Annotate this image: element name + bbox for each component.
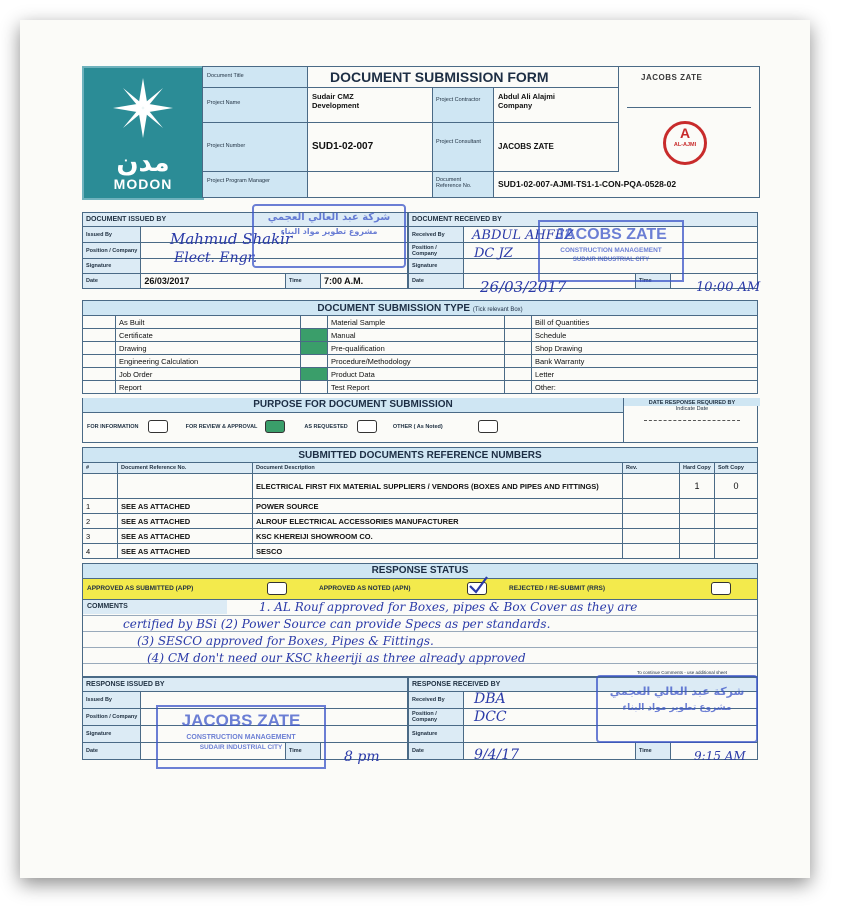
continue-note: To continue Comments - use additional sheet bbox=[636, 670, 727, 675]
issued-time-label: Time bbox=[286, 274, 321, 289]
type-option: Procedure/Methodology bbox=[328, 355, 505, 368]
received-hand-date: 26/03/2017 bbox=[480, 278, 567, 296]
references-header-cell: # bbox=[83, 463, 118, 474]
project-contractor: Abdul Ali Alajmi Company bbox=[498, 92, 555, 110]
apn-label: APPROVED AS NOTED (APN) bbox=[319, 585, 411, 592]
submission-type-row bbox=[83, 316, 758, 329]
response-title: RESPONSE STATUS bbox=[83, 564, 757, 579]
type-option: Letter bbox=[532, 368, 758, 381]
document-sheet bbox=[20, 20, 810, 878]
resp-received-time-label: Time bbox=[636, 743, 671, 760]
issued-time: 7:00 A.M. bbox=[321, 274, 408, 289]
resp-received-position-label: Position / Company bbox=[409, 709, 464, 726]
reference-num: 4 bbox=[83, 544, 118, 559]
issued-signature-label: Signature bbox=[83, 259, 141, 274]
jacobs-stamp-top-line2: CONSTRUCTION MANAGEMENT bbox=[560, 247, 662, 254]
indicate-date-label: Indicate Date bbox=[675, 406, 709, 412]
doc-title: DOCUMENT SUBMISSION FORM bbox=[330, 69, 549, 85]
doc-ref-label: Document Reference No. bbox=[436, 177, 472, 190]
references-table bbox=[82, 447, 758, 559]
reference-empty-cell bbox=[715, 499, 758, 514]
type-checkbox[interactable] bbox=[301, 316, 328, 329]
comment-line-4: (4) CM don't need our KSC kheeriji as three already approved bbox=[147, 651, 526, 665]
reference-ref: SEE AS ATTACHED bbox=[118, 544, 253, 559]
submission-type-table bbox=[82, 300, 758, 394]
purpose-title: PURPOSE FOR DOCUMENT SUBMISSION bbox=[83, 398, 623, 413]
type-option: Job Order bbox=[116, 368, 301, 381]
rrs-checkbox[interactable] bbox=[711, 582, 731, 595]
reference-desc: POWER SOURCE bbox=[253, 499, 623, 514]
type-checkbox[interactable] bbox=[83, 381, 116, 394]
reference-empty-cell bbox=[680, 499, 715, 514]
project-number-label: Project Number bbox=[207, 143, 246, 149]
table-row bbox=[83, 544, 758, 559]
for-information-label: FOR INFORMATION bbox=[87, 423, 139, 430]
checkmark-icon bbox=[467, 575, 489, 595]
references-header-cell: Document Description bbox=[253, 463, 623, 474]
project-name: Sudair CMZ Development bbox=[312, 92, 360, 110]
reference-empty-cell bbox=[623, 544, 680, 559]
issued-received-section bbox=[82, 212, 761, 298]
resp-issued-time-label: Time bbox=[286, 743, 321, 760]
jacobs-stamp-top-line3: SUDAIR INDUSTRIAL CITY bbox=[572, 257, 650, 263]
submission-type-subtitle: (Tick relevant Box) bbox=[472, 306, 523, 313]
project-consultant: JACOBS ZATE bbox=[498, 142, 554, 151]
date-response-label: DATE RESPONSE REQUIRED BY bbox=[624, 398, 760, 406]
submission-type-title: DOCUMENT SUBMISSION TYPE bbox=[317, 302, 471, 314]
app-label: APPROVED AS SUBMITTED (APP) bbox=[87, 585, 194, 592]
submission-type-row bbox=[83, 381, 758, 394]
references-header-cell: Document Reference No. bbox=[118, 463, 253, 474]
logo-arabic: مدن bbox=[116, 148, 170, 178]
issued-position-label: Position / Company bbox=[83, 243, 141, 259]
type-checkbox[interactable] bbox=[83, 329, 116, 342]
contractor-seal: A AL-AJMI bbox=[663, 121, 707, 165]
reference-ref: SEE AS ATTACHED bbox=[118, 514, 253, 529]
type-checkbox[interactable] bbox=[301, 381, 328, 394]
type-option: Other: bbox=[532, 381, 758, 394]
references-soft-copy: 0 bbox=[715, 474, 758, 499]
type-option: As Built bbox=[116, 316, 301, 329]
received-title: DOCUMENT RECEIVED BY bbox=[409, 213, 758, 227]
seal-text: AL-AJMI bbox=[673, 142, 697, 148]
project-number: SUD1-02-007 bbox=[312, 141, 374, 152]
type-option: Manual bbox=[328, 329, 505, 342]
comment-line-1: 1. AL Rouf approved for Boxes, pipes & Box Cover as they are bbox=[259, 600, 638, 614]
issued-by-label: Issued By bbox=[83, 227, 141, 243]
resp-received-hand-position: DCC bbox=[474, 709, 507, 725]
issued-hand-position: Elect. Engr. bbox=[174, 250, 258, 266]
type-checkbox[interactable] bbox=[505, 381, 532, 394]
reference-num: 3 bbox=[83, 529, 118, 544]
issued-title: DOCUMENT ISSUED BY bbox=[83, 213, 408, 227]
type-checkbox[interactable] bbox=[83, 316, 116, 329]
logo-text: MODON bbox=[113, 176, 173, 192]
reference-empty-cell bbox=[715, 544, 758, 559]
received-date-label: Date bbox=[409, 274, 464, 289]
type-checkbox[interactable] bbox=[505, 329, 532, 342]
type-option: Schedule bbox=[532, 329, 758, 342]
type-option: Shop Drawing bbox=[532, 342, 758, 355]
submission-form bbox=[82, 66, 761, 769]
issued-hand-name: Mahmud Shakir bbox=[170, 230, 293, 248]
references-header bbox=[83, 463, 758, 474]
as-requested-checkbox[interactable] bbox=[357, 420, 377, 433]
submission-type-row bbox=[83, 342, 758, 355]
type-checkbox[interactable] bbox=[505, 342, 532, 355]
reference-desc: ALROUF ELECTRICAL ACCESSORIES MANUFACTURER bbox=[253, 514, 623, 529]
jacobs-stamp-top bbox=[538, 220, 684, 282]
submission-type-row bbox=[83, 355, 758, 368]
reference-desc: KSC KHEREIJI SHOWROOM CO. bbox=[253, 529, 623, 544]
comment-line-2: certified by BSi (2) Power Source can provide Specs as per standards. bbox=[123, 617, 551, 631]
jacobs-stamp-top-line1: JACOBS ZATE bbox=[555, 226, 667, 243]
references-hard-copy: 1 bbox=[680, 474, 715, 499]
response-issued-received bbox=[82, 677, 758, 769]
issued-date: 26/03/2017 bbox=[141, 274, 286, 289]
arabic-stamp-bottom-line1: شركة عبد العالي العجمي bbox=[609, 685, 745, 698]
type-checkbox[interactable] bbox=[301, 329, 328, 342]
arabic-stamp-top-line1: شركة عبد العالي العجمي bbox=[267, 212, 391, 223]
reference-empty-cell bbox=[623, 529, 680, 544]
resp-issued-title: RESPONSE ISSUED BY bbox=[83, 678, 408, 692]
modon-logo bbox=[82, 66, 204, 200]
type-option: Test Report bbox=[328, 381, 505, 394]
resp-received-date-label: Date bbox=[409, 743, 464, 760]
reference-empty-cell bbox=[623, 514, 680, 529]
resp-received-hand-date: 9/4/17 bbox=[474, 747, 520, 763]
project-consultant-label: Project Consultant bbox=[436, 139, 481, 145]
references-header-cell: Soft Copy bbox=[715, 463, 758, 474]
for-review-checkbox[interactable] bbox=[265, 420, 285, 433]
reference-empty-cell bbox=[623, 499, 680, 514]
reference-desc: SESCO bbox=[253, 544, 623, 559]
other-label: OTHER ( As Noted) bbox=[392, 423, 443, 430]
reference-empty-cell bbox=[680, 544, 715, 559]
references-header-cell: Hard Copy bbox=[680, 463, 715, 474]
resp-issued-hand-time: 8 pm bbox=[344, 749, 380, 765]
type-option: Certificate bbox=[116, 329, 301, 342]
for-information-checkbox[interactable] bbox=[148, 420, 168, 433]
jacobs-stamp-bottom-line1: JACOBS ZATE bbox=[181, 711, 301, 730]
received-time-label: Time bbox=[636, 274, 671, 289]
response-section bbox=[82, 563, 758, 677]
reference-empty-cell bbox=[715, 529, 758, 544]
submission-type-rows bbox=[83, 316, 758, 394]
arabic-stamp-bottom-line2: مشروع تطوير مواد البناء bbox=[622, 703, 732, 713]
resp-received-hand-name: DBA bbox=[474, 691, 506, 707]
resp-received-hand-time: 9:15 AM bbox=[694, 749, 746, 763]
resp-issued-by-label: Issued By bbox=[83, 692, 141, 709]
references-header-cell: Rev. bbox=[623, 463, 680, 474]
type-option: Engineering Calculation bbox=[116, 355, 301, 368]
jacobs-stamp-bottom bbox=[156, 705, 326, 769]
arabic-stamp-top-line2: مشروع تطوير مواد البناء bbox=[280, 227, 378, 236]
received-signature-label: Signature bbox=[409, 259, 464, 274]
arabic-stamp-top bbox=[252, 204, 406, 268]
references-title: SUBMITTED DOCUMENTS REFERENCE NUMBERS bbox=[83, 448, 758, 463]
type-checkbox[interactable] bbox=[301, 368, 328, 381]
type-checkbox[interactable] bbox=[83, 368, 116, 381]
table-row bbox=[83, 514, 758, 529]
resp-issued-position-label: Position / Company bbox=[83, 709, 141, 726]
reference-empty-cell bbox=[680, 514, 715, 529]
table-row bbox=[83, 499, 758, 514]
type-checkbox[interactable] bbox=[301, 342, 328, 355]
other-checkbox[interactable] bbox=[478, 420, 498, 433]
type-option: Drawing bbox=[116, 342, 301, 355]
jacobs-stamp-bottom-line2: CONSTRUCTION MANAGEMENT bbox=[186, 734, 296, 741]
project-contractor-label: Project Contractor bbox=[436, 97, 481, 103]
reference-num: 2 bbox=[83, 514, 118, 529]
comments-label: COMMENTS bbox=[83, 600, 227, 614]
received-hand-position: DC JZ bbox=[474, 246, 513, 261]
received-hand-time: 10:00 AM bbox=[696, 280, 761, 295]
type-option: Pre-qualification bbox=[328, 342, 505, 355]
resp-received-signature-label: Signature bbox=[409, 726, 464, 743]
resp-issued-signature-label: Signature bbox=[83, 726, 141, 743]
for-review-label: FOR REVIEW & APPROVAL bbox=[185, 423, 258, 430]
project-name-label: Project Name bbox=[207, 100, 241, 106]
consultant-logo: JACOBS ZATE bbox=[641, 73, 703, 82]
issued-date-label: Date bbox=[83, 274, 141, 289]
purpose-section bbox=[82, 398, 758, 443]
type-checkbox[interactable] bbox=[301, 355, 328, 368]
rrs-label: REJECTED / RE-SUBMIT (RRS) bbox=[509, 585, 606, 592]
received-hand-name: ABDUL AHFEZ bbox=[472, 228, 574, 243]
resp-received-title: RESPONSE RECEIVED BY bbox=[409, 678, 758, 692]
type-checkbox[interactable] bbox=[83, 342, 116, 355]
reference-ref: SEE AS ATTACHED bbox=[118, 529, 253, 544]
form-header bbox=[82, 66, 758, 206]
submission-type-row bbox=[83, 368, 758, 381]
type-checkbox[interactable] bbox=[505, 355, 532, 368]
submission-type-row bbox=[83, 329, 758, 342]
type-checkbox[interactable] bbox=[505, 368, 532, 381]
app-checkbox[interactable] bbox=[267, 582, 287, 595]
type-option: Bank Warranty bbox=[532, 355, 758, 368]
type-option: Product Data bbox=[328, 368, 505, 381]
arabic-stamp-bottom bbox=[596, 675, 758, 743]
reference-num: 1 bbox=[83, 499, 118, 514]
type-option: Bill of Quantities bbox=[532, 316, 758, 329]
type-option: Material Sample bbox=[328, 316, 505, 329]
type-checkbox[interactable] bbox=[83, 355, 116, 368]
type-checkbox[interactable] bbox=[505, 316, 532, 329]
jacobs-stamp-bottom-line3: SUDAIR INDUSTRIAL CITY bbox=[199, 744, 283, 751]
doc-title-label: Document Title bbox=[207, 73, 244, 79]
as-requested-label: AS REQUESTED bbox=[304, 423, 348, 430]
reference-ref: SEE AS ATTACHED bbox=[118, 499, 253, 514]
doc-ref: SUD1-02-007-AJMI-TS1-1-CON-PQA-0528-02 bbox=[498, 179, 677, 189]
reference-empty-cell bbox=[680, 529, 715, 544]
type-option: Report bbox=[116, 381, 301, 394]
resp-issued-date-label: Date bbox=[83, 743, 141, 760]
references-rows bbox=[83, 499, 758, 559]
resp-received-by-label: Received By bbox=[409, 692, 464, 709]
comment-line-3: (3) SESCO approved for Boxes, Pipes & Fittings. bbox=[137, 634, 434, 648]
program-manager-label: Project Program Manager bbox=[207, 178, 270, 184]
received-position-label: Position / Company bbox=[409, 243, 464, 259]
references-intro: ELECTRICAL FIRST FIX MATERIAL SUPPLIERS / VENDORS (BOXES AND PIPES AND FITTINGS) bbox=[253, 474, 623, 499]
reference-empty-cell bbox=[715, 514, 758, 529]
table-row bbox=[83, 529, 758, 544]
star-logo-icon bbox=[84, 72, 202, 152]
received-by-label: Received By bbox=[409, 227, 464, 243]
